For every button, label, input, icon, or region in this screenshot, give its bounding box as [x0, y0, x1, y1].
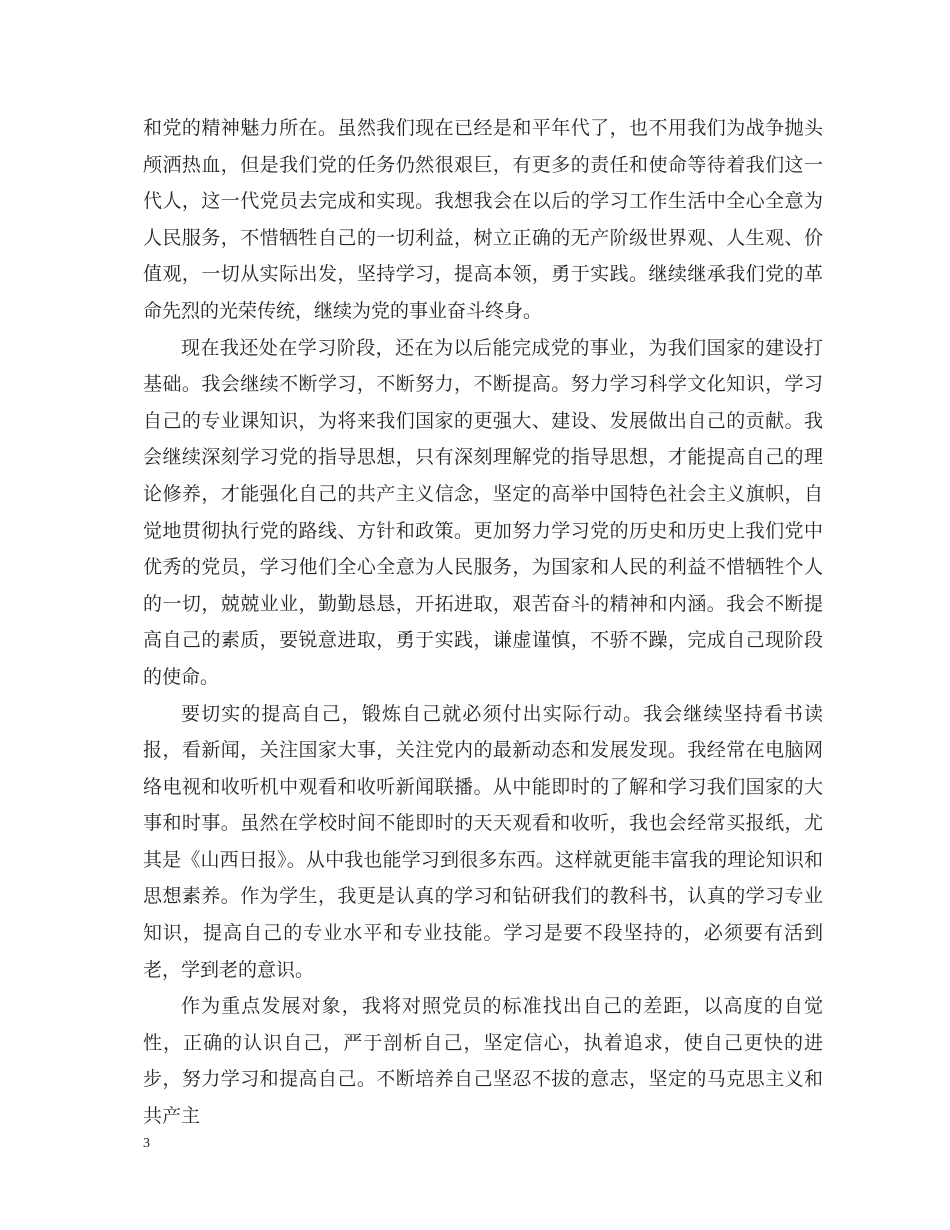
paragraph-2: 现在我还处在学习阶段，还在为以后能完成党的事业，为我们国家的建设打基础。我会继续不断学习，不断努力，不断提高。努力学习科学文化知识，学习自己的专业课知识，为将来我们国家的更强大、建设、发展做出自己的贡献。我会继续深刻学习党的指导思想，只有深刻理解党的指导思想，才能提高自己的理论修养，才能强化自己的共产主义信念，坚定的高举中国特色社会主义旗帜，自觉地贯彻执行党的路线、方针和政策。更加努力学习党的历史和历史上我们党中优秀的党员，学习他们全心全意为人民服务，为国家和人民的利益不惜牺牲个人的一切，兢兢业业，勤勤恳恳，开拓进取，艰苦奋斗的精神和内涵。我会不断提高自己的素质，要锐意进取，勇于实践，谦虚谨慎，不骄不躁，完成自己现阶段的使命。	[143, 336, 823, 688]
paragraph-3: 要切实的提高自己，锻炼自己就必须付出实际行动。我会继续坚持看书读报，看新闻，关注国家大事，关注党内的最新动态和发展发现。我经常在电脑网络电视和收听机中观看和收听新闻联播。从中能即时的了解和学习我们国家的大事和时事。虽然在学校时间不能即时的天天观看和收听，我也会经常买报纸，尤其是《山西日报》。从中我也能学习到很多东西。这样就更能丰富我的理论知识和思想素养。作为学生，我更是认真的学习和钻研我们的教科书，认真的学习专业知识，提高自己的专业水平和专业技能。学习是要不段坚持的，必须要有活到老，学到老的意识。	[143, 702, 823, 981]
paragraph-1: 和党的精神魅力所在。虽然我们现在已经是和平年代了，也不用我们为战争抛头颅洒热血，但是我们党的任务仍然很艰巨，有更多的责任和使命等待着我们这一代人，这一代党员去完成和实现。我想我会在以后的学习工作生活中全心全意为人民服务，不惜牺牲自己的一切利益，树立正确的无产阶级世界观、人生观、价值观，一切从实际出发，坚持学习，提高本领，勇于实践。继续继承我们党的革命先烈的光荣传统，继续为党的事业奋斗终身。	[143, 117, 823, 322]
page-number: 3	[143, 1136, 150, 1151]
paragraph-4: 作为重点发展对象，我将对照党员的标准找出自己的差距，以高度的自觉性，正确的认识自己，严于剖析自己，坚定信心，执着追求，使自己更快的进步，努力学习和提高自己。不断培养自己坚忍不拔的意志，坚定的马克思主义和共产主	[143, 995, 823, 1128]
document-body	[143, 110, 823, 1135]
